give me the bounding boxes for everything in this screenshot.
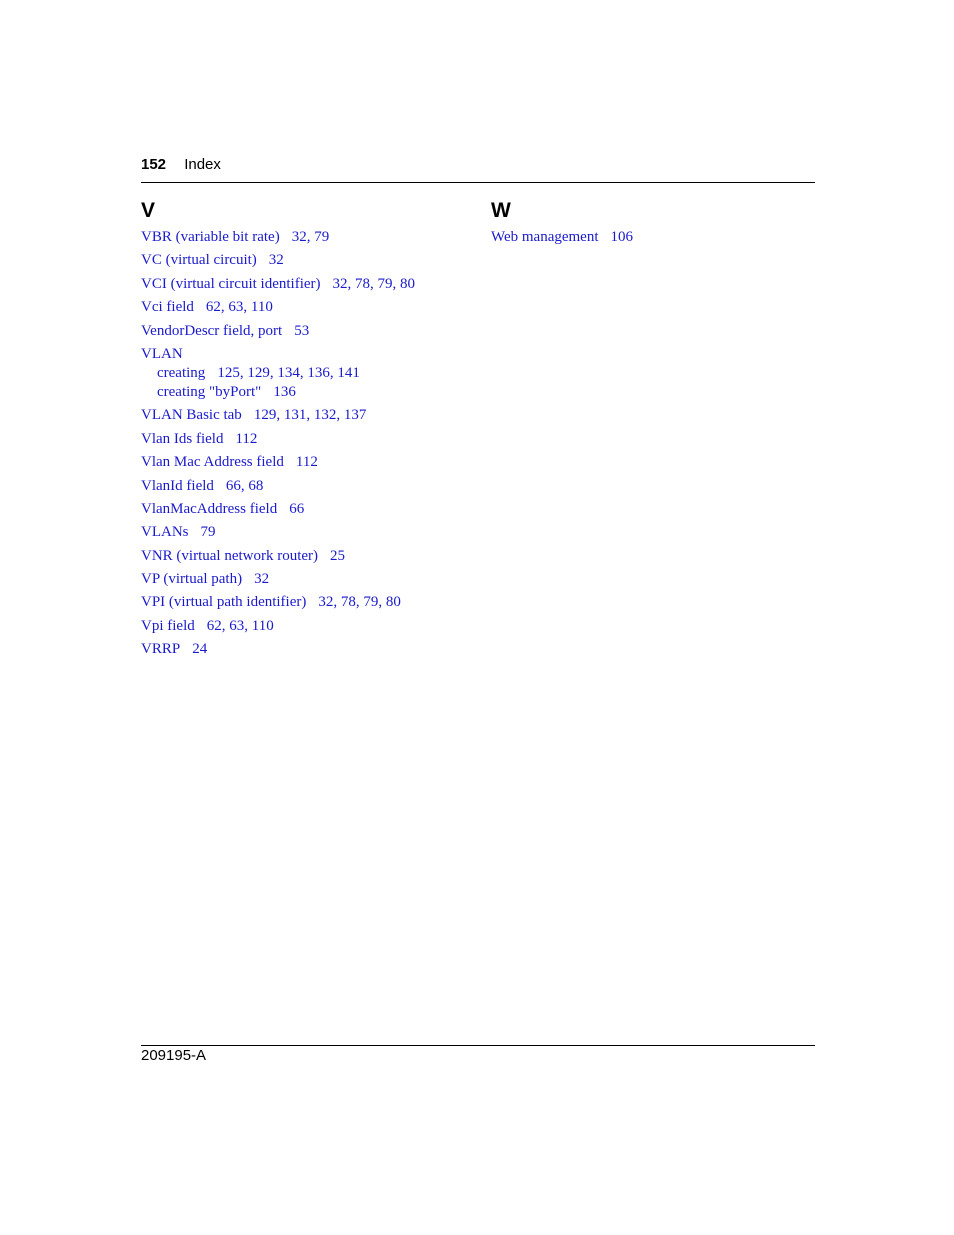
entry-term[interactable]: VendorDescr field, port: [141, 322, 283, 339]
index-entry: [141, 275, 415, 294]
entry-pages[interactable]: 112: [295, 454, 318, 471]
index-entry: [141, 406, 415, 425]
index-subentry: [157, 364, 415, 383]
entry-pages[interactable]: 66, 68: [225, 477, 264, 494]
entry-pages[interactable]: 32, 78, 79, 80: [332, 275, 416, 292]
entry-pages[interactable]: 129, 131, 132, 137: [253, 407, 367, 424]
index-entry: [141, 617, 415, 636]
header-rule: [141, 182, 815, 183]
section-letter: W: [491, 199, 511, 222]
index-entry: [141, 430, 415, 449]
subentry-pages[interactable]: 125, 129, 134, 136, 141: [217, 364, 360, 381]
entry-term[interactable]: Vpi field: [141, 617, 195, 634]
index-entry: [141, 228, 415, 247]
entry-term[interactable]: VP (virtual path): [141, 571, 243, 588]
entry-term[interactable]: VC (virtual circuit): [141, 252, 257, 269]
subentry-term[interactable]: creating "byPort": [157, 383, 262, 400]
section-letter: V: [141, 199, 156, 222]
entry-term[interactable]: Vlan Ids field: [141, 430, 224, 447]
entry-term[interactable]: VRRP: [141, 641, 181, 658]
running-header: [141, 156, 221, 173]
index-entry: [141, 593, 415, 612]
entry-term[interactable]: VCI (virtual circuit identifier): [141, 275, 321, 292]
entry-pages[interactable]: 32: [254, 571, 270, 588]
index-entry: [141, 523, 415, 542]
entry-term[interactable]: VNR (virtual network router): [141, 547, 319, 564]
entry-pages[interactable]: 25: [330, 547, 346, 564]
header-title: Index: [184, 156, 221, 173]
index-entry: [141, 570, 415, 589]
index-entry: [491, 228, 633, 247]
entry-pages[interactable]: 62, 63, 110: [206, 617, 274, 634]
entry-pages[interactable]: 32: [268, 252, 284, 269]
index-entry: [141, 345, 415, 402]
entry-term[interactable]: VLAN Basic tab: [141, 407, 242, 424]
entry-pages[interactable]: 24: [192, 641, 208, 658]
entry-term[interactable]: VBR (variable bit rate): [141, 229, 280, 245]
index-section-w: [491, 198, 633, 251]
index-entry: [141, 477, 415, 496]
index-entry: [141, 453, 415, 472]
footer-rule: [141, 1045, 815, 1046]
entry-pages[interactable]: 112: [235, 430, 258, 447]
index-entry: [141, 298, 415, 317]
entry-term[interactable]: Vci field: [141, 299, 194, 316]
entry-pages[interactable]: 106: [610, 229, 633, 245]
entry-term[interactable]: VLAN: [141, 345, 183, 362]
subentry-list: [141, 364, 415, 402]
entry-term[interactable]: Vlan Mac Address field: [141, 454, 284, 471]
entry-term[interactable]: VlanMacAddress field: [141, 500, 278, 517]
entry-term[interactable]: VLANs: [141, 524, 189, 541]
entry-term[interactable]: VPI (virtual path identifier): [141, 594, 307, 611]
entry-term[interactable]: VlanId field: [141, 477, 214, 494]
entry-term[interactable]: Web management: [491, 229, 599, 245]
index-subentry: [157, 383, 415, 402]
entry-pages[interactable]: 62, 63, 110: [205, 299, 273, 316]
entry-list: [141, 228, 415, 659]
entry-pages[interactable]: 79: [200, 524, 216, 541]
entry-pages[interactable]: 66: [289, 500, 305, 517]
index-section-v: [141, 198, 415, 664]
index-entry: [141, 500, 415, 519]
page-number: 152: [141, 156, 167, 173]
entry-pages[interactable]: 32, 78, 79, 80: [318, 594, 401, 611]
index-entry: [141, 322, 415, 341]
index-entry: [141, 640, 415, 659]
entry-pages[interactable]: 53: [294, 322, 310, 339]
subentry-pages[interactable]: 136: [273, 383, 296, 400]
doc-id: 209195-A: [141, 1047, 207, 1064]
index-entry: [141, 251, 415, 270]
entry-pages[interactable]: 32, 79: [291, 229, 330, 245]
subentry-term[interactable]: creating: [157, 364, 206, 381]
entry-list: [491, 228, 633, 247]
index-entry: [141, 547, 415, 566]
